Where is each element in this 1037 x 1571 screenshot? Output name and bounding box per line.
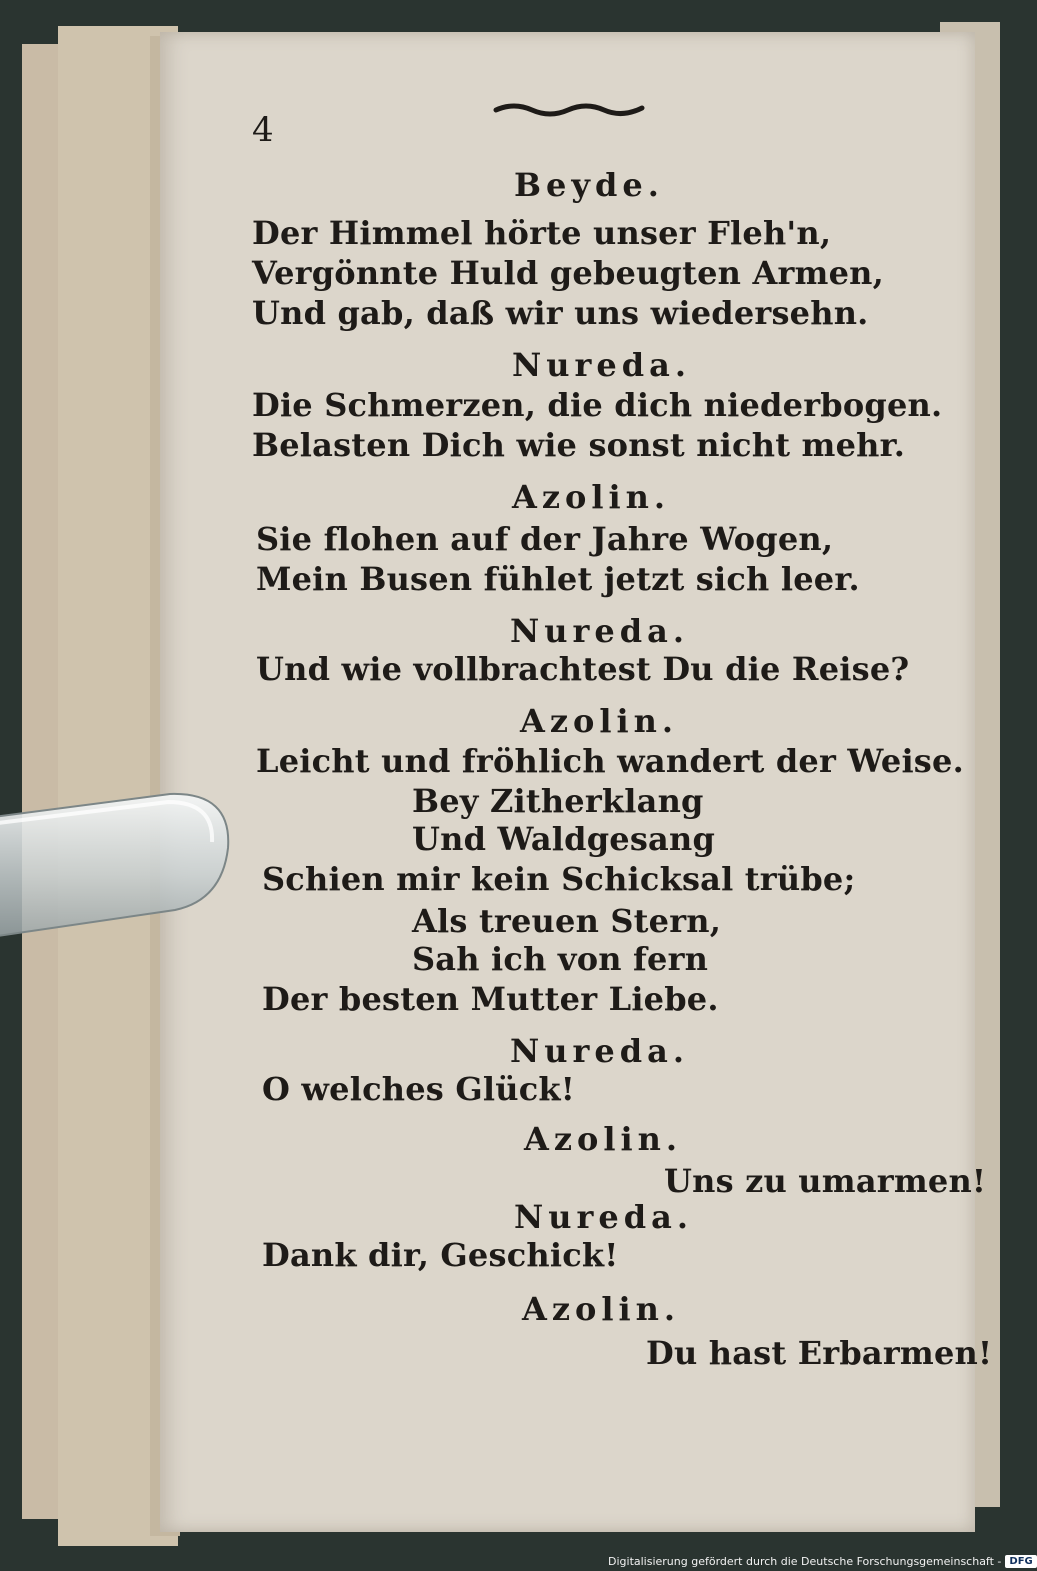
verse-line: Sah ich von fern (412, 940, 709, 978)
page-number: 4 (252, 110, 274, 150)
verse-line: Als treuen Stern, (412, 902, 722, 940)
speaker-azolin: Azolin. (520, 702, 679, 740)
dfg-logo: DFG (1005, 1555, 1036, 1568)
verse-line: Und gab, daß wir uns wiedersehn. (252, 294, 869, 332)
speaker-nureda: Nureda. (510, 612, 689, 650)
speaker-beyde: Beyde. (514, 166, 664, 204)
verse-line: Der Himmel hörte unser Fleh'n, (252, 214, 832, 252)
speaker-nureda: Nureda. (514, 1198, 693, 1236)
verse-line: Bey Zitherklang (412, 782, 704, 820)
speaker-azolin: Azolin. (512, 478, 671, 516)
verse-line: Der besten Mutter Liebe. (262, 980, 719, 1018)
verse-line: Leicht und fröhlich wandert der Weise. (256, 742, 964, 780)
digitization-credit (608, 1552, 1037, 1570)
verse-line: Du hast Erbarmen! (646, 1334, 993, 1372)
verse-line: Und wie vollbrachtest Du die Reise? (256, 650, 910, 688)
verse-line: Dank dir, Geschick! (262, 1236, 619, 1274)
speaker-azolin: Azolin. (522, 1290, 681, 1328)
verse-line: O welches Glück! (262, 1070, 575, 1108)
verse-line: Schien mir kein Schicksal trübe; (262, 860, 856, 898)
verse-line: Belasten Dich wie sonst nicht mehr. (252, 426, 906, 464)
verse-line: Uns zu umarmen! (664, 1162, 987, 1200)
verse-line: Vergönnte Huld gebeugten Armen, (252, 254, 884, 292)
verse-line: Die Schmerzen, die dich niederbogen. (252, 386, 943, 424)
verse-line: Sie flohen auf der Jahre Wogen, (256, 520, 834, 558)
verse-line: Und Waldgesang (412, 820, 716, 858)
header-ornament (494, 92, 644, 122)
page-weight-ruler (0, 790, 235, 940)
speaker-nureda: Nureda. (510, 1032, 689, 1070)
credit-text: Digitalisierung gefördert durch die Deutsche Forschungsgemeinschaft - (608, 1554, 1002, 1568)
verse-line: Mein Busen fühlet jetzt sich leer. (256, 560, 860, 598)
speaker-azolin: Azolin. (524, 1120, 683, 1158)
speaker-nureda: Nureda. (512, 346, 691, 384)
